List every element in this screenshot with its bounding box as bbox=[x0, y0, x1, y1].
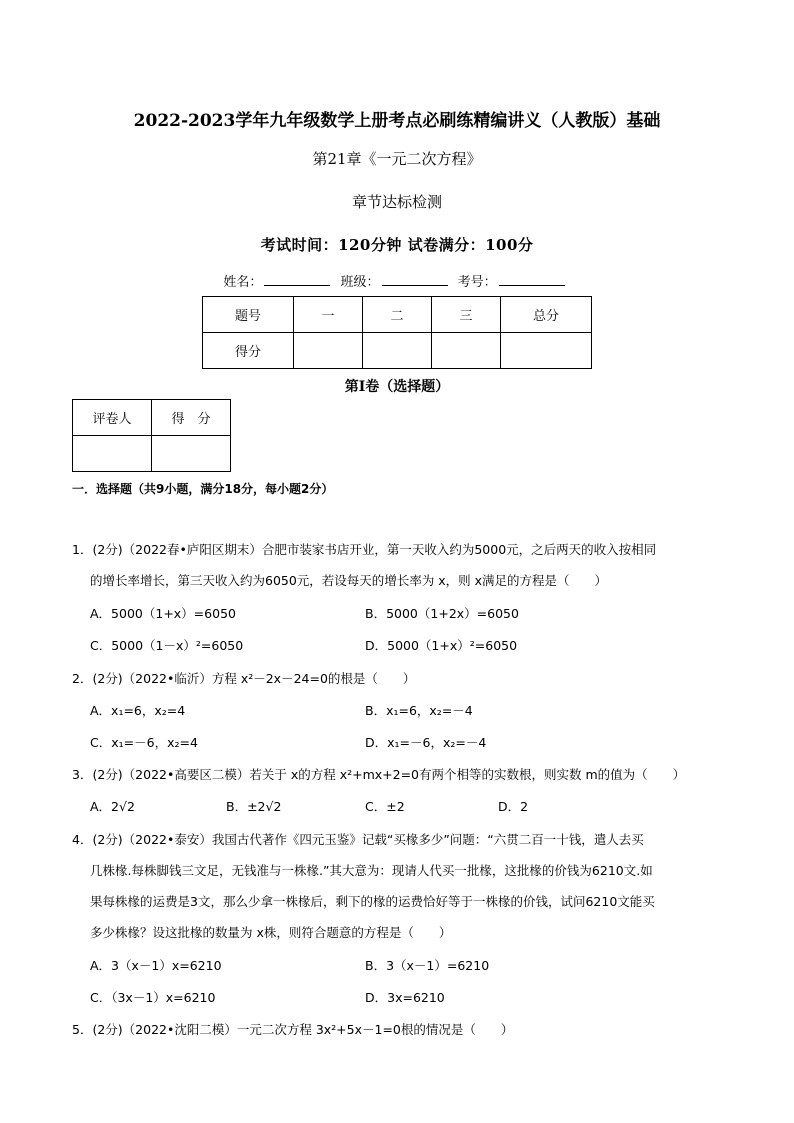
subtitle: 章节达标检测 bbox=[351, 193, 442, 211]
number-label: 考号： bbox=[457, 275, 497, 290]
question-2-option-d: D．x₁=－6，x₂=－4 bbox=[365, 735, 487, 750]
question-4-option-b: B．3（x－1）=6210 bbox=[365, 958, 490, 973]
student-info bbox=[0, 271, 794, 290]
grader-label: 评卷人 bbox=[73, 400, 152, 436]
document-title: 2022-2023学年九年级数学上册考点必刷练精编讲义（人教版）基础 bbox=[133, 111, 661, 131]
question-3-option-d: D．2 bbox=[498, 799, 529, 814]
question-4-line-1: 4．(2分)（2022•泰安）我国古代著作《四元玉鉴》记载“买椽多少”问题：“六贯二百一十钱，遣人去买 bbox=[72, 832, 644, 847]
score-empty-cell bbox=[432, 333, 501, 369]
score-cell: 总分 bbox=[501, 297, 592, 333]
question-1-line-1: 1．(2分)（2022春•庐阳区期末）合肥市装家书店开业，第一天收入约为5000元，之后两天的收入按相同 bbox=[72, 542, 657, 557]
score-row-label: 得分 bbox=[203, 333, 294, 369]
question-1-option-a: A．5000（1+x）=6050 bbox=[90, 606, 236, 621]
grader-header-row bbox=[73, 400, 231, 436]
name-label: 姓名： bbox=[223, 275, 263, 290]
question-4-option-a: A．3（x－1）x=6210 bbox=[90, 958, 222, 973]
question-4-line-4: 多少株椽？设这批椽的数量为 x株，则符合题意的方程是（ ） bbox=[90, 925, 452, 940]
question-4-line-3: 果每株椽的运费是3文，那么少拿一株椽后，剩下的椽的运费恰好等于一株椽的价钱，试问6210文能买 bbox=[90, 894, 655, 909]
score-table bbox=[202, 296, 592, 369]
question-1-option-d: D．5000（1+x）²=6050 bbox=[365, 638, 518, 653]
score-empty-cell bbox=[363, 333, 432, 369]
grader-empty-cell bbox=[152, 436, 231, 472]
score-empty-cell bbox=[294, 333, 363, 369]
score-cell: 一 bbox=[294, 297, 363, 333]
score-empty-cell bbox=[501, 333, 592, 369]
volume-title: 第Ⅰ卷（选择题） bbox=[344, 379, 450, 395]
question-3-line-1: 3．(2分)（2022•高要区二模）若关于 x的方程 x²+mx+2=0有两个相等的实数根，则实数 m的值为（ ） bbox=[72, 767, 686, 782]
section-title: 一．选择题（共9小题，满分18分，每小题2分） bbox=[72, 482, 334, 496]
name-blank bbox=[264, 273, 330, 286]
score-cell: 三 bbox=[432, 297, 501, 333]
grader-table bbox=[72, 399, 231, 472]
chapter-title: 第21章《一元二次方程》 bbox=[312, 150, 482, 168]
exam-info: 考试时间：120分钟 试卷满分：100分 bbox=[260, 236, 534, 254]
question-1-option-c: C．5000（1－x）²=6050 bbox=[90, 638, 244, 653]
question-5-line-1: 5．(2分)（2022•沈阳二模）一元二次方程 3x²+5x－1=0根的情况是（ ） bbox=[72, 1022, 514, 1037]
question-4-option-d: D．3x=6210 bbox=[365, 990, 445, 1005]
question-4-line-2: 几株椽.每株脚钱三文足，无钱准与一株椽.”其大意为：现请人代买一批椽，这批椽的价钱为6210文.如 bbox=[90, 863, 653, 878]
question-2-option-b: B．x₁=6，x₂=－4 bbox=[365, 703, 473, 718]
question-1-option-b: B．5000（1+2x）=6050 bbox=[365, 606, 519, 621]
grader-empty-cell bbox=[73, 436, 152, 472]
question-4-option-c: C．（3x－1）x=6210 bbox=[90, 990, 216, 1005]
question-3-option-a: A．2√2 bbox=[90, 799, 135, 814]
class-blank bbox=[382, 273, 448, 286]
score-cell: 题号 bbox=[203, 297, 294, 333]
question-2-option-c: C．x₁=－6，x₂=4 bbox=[90, 735, 198, 750]
question-1-line-2: 的增长率增长，第三天收入约为6050元，若设每天的增长率为 x，则 x满足的方程是（ ） bbox=[90, 573, 608, 588]
number-blank bbox=[499, 273, 565, 286]
question-3-option-b: B．±2√2 bbox=[226, 799, 282, 814]
score-table-score-row bbox=[203, 333, 592, 369]
grader-empty-row bbox=[73, 436, 231, 472]
question-2-line-1: 2．(2分)（2022•临沂）方程 x²－2x－24=0的根是（ ） bbox=[72, 671, 416, 686]
question-3-option-c: C．±2 bbox=[365, 799, 405, 814]
score-table-header-row bbox=[203, 297, 592, 333]
score-label: 得 分 bbox=[152, 400, 231, 436]
score-cell: 二 bbox=[363, 297, 432, 333]
class-label: 班级： bbox=[340, 275, 380, 290]
question-2-option-a: A．x₁=6，x₂=4 bbox=[90, 703, 186, 718]
